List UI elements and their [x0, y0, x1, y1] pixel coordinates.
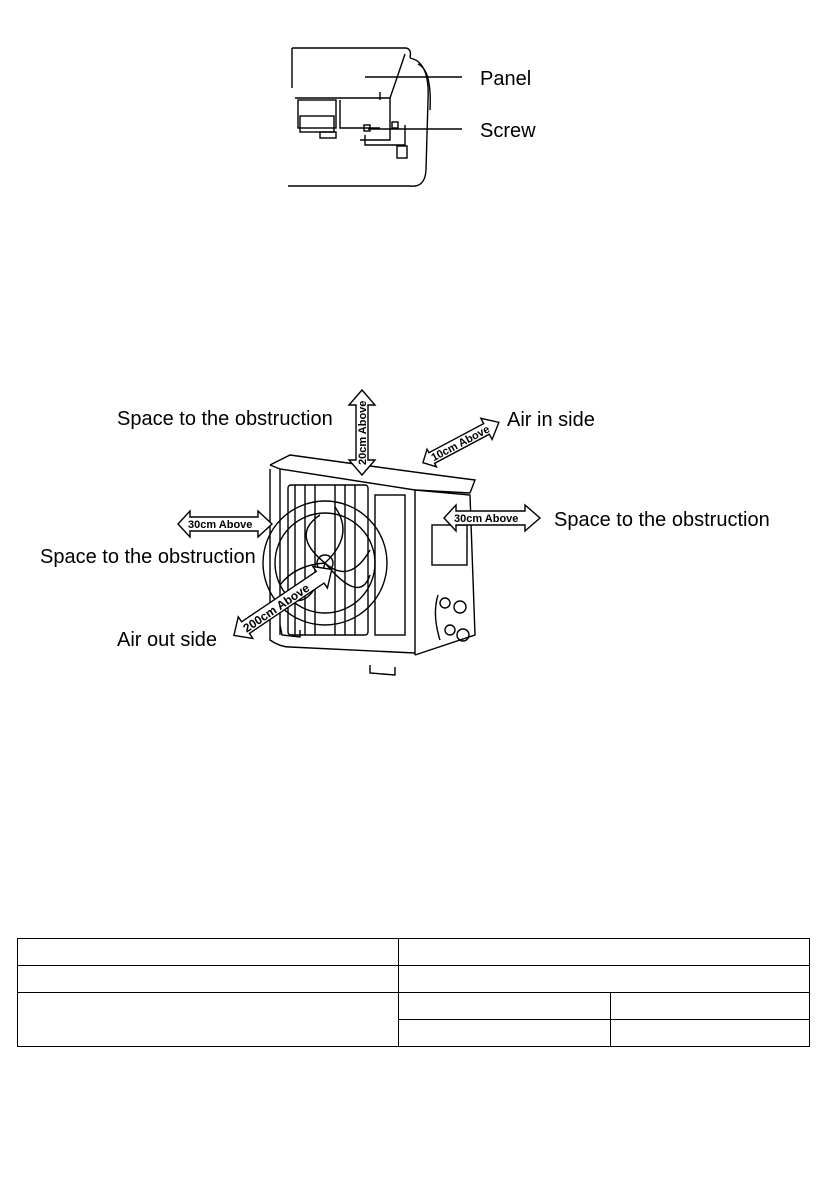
table-cell: [18, 966, 399, 993]
label-air-out-side: Air out side: [117, 629, 218, 651]
table-cell: [398, 966, 809, 993]
table-row: [18, 966, 810, 993]
table-cell: [398, 1020, 611, 1047]
label-left-obstruction: Space to the obstruction: [40, 546, 256, 568]
arrow-bottom-text: 200cm Above: [240, 580, 313, 636]
arrow-top: [349, 390, 375, 475]
table-cell: [18, 993, 399, 1047]
table-cell: [611, 1020, 810, 1047]
table-cell: [18, 939, 399, 966]
indoor-unit-figure: [280, 40, 580, 195]
panel-label: Panel: [480, 68, 532, 90]
table-cell: [611, 993, 810, 1020]
label-top-left-obstruction: Space to the obstruction: [117, 408, 333, 430]
spec-table: [17, 938, 810, 1047]
table-row: [18, 993, 810, 1020]
outdoor-unit-drawing: [263, 455, 475, 675]
arrow-left: [178, 511, 272, 537]
arrow-right: [444, 505, 540, 531]
table-row: [18, 939, 810, 966]
label-air-in-side: Air in side: [507, 409, 595, 431]
arrow-left-text: 30cm Above: [188, 519, 253, 531]
arrow-top-text: 20cm Above: [357, 400, 369, 465]
arrow-top-right: [417, 412, 504, 474]
arrow-bottom: [227, 559, 339, 647]
arrow-right-text: 30cm Above: [454, 513, 519, 525]
arrow-top-right-text: 10cm Above: [429, 423, 492, 465]
screw-label: Screw: [480, 120, 536, 142]
table-cell: [398, 993, 611, 1020]
table-cell: [398, 939, 809, 966]
label-right-obstruction: Space to the obstruction: [554, 509, 770, 531]
